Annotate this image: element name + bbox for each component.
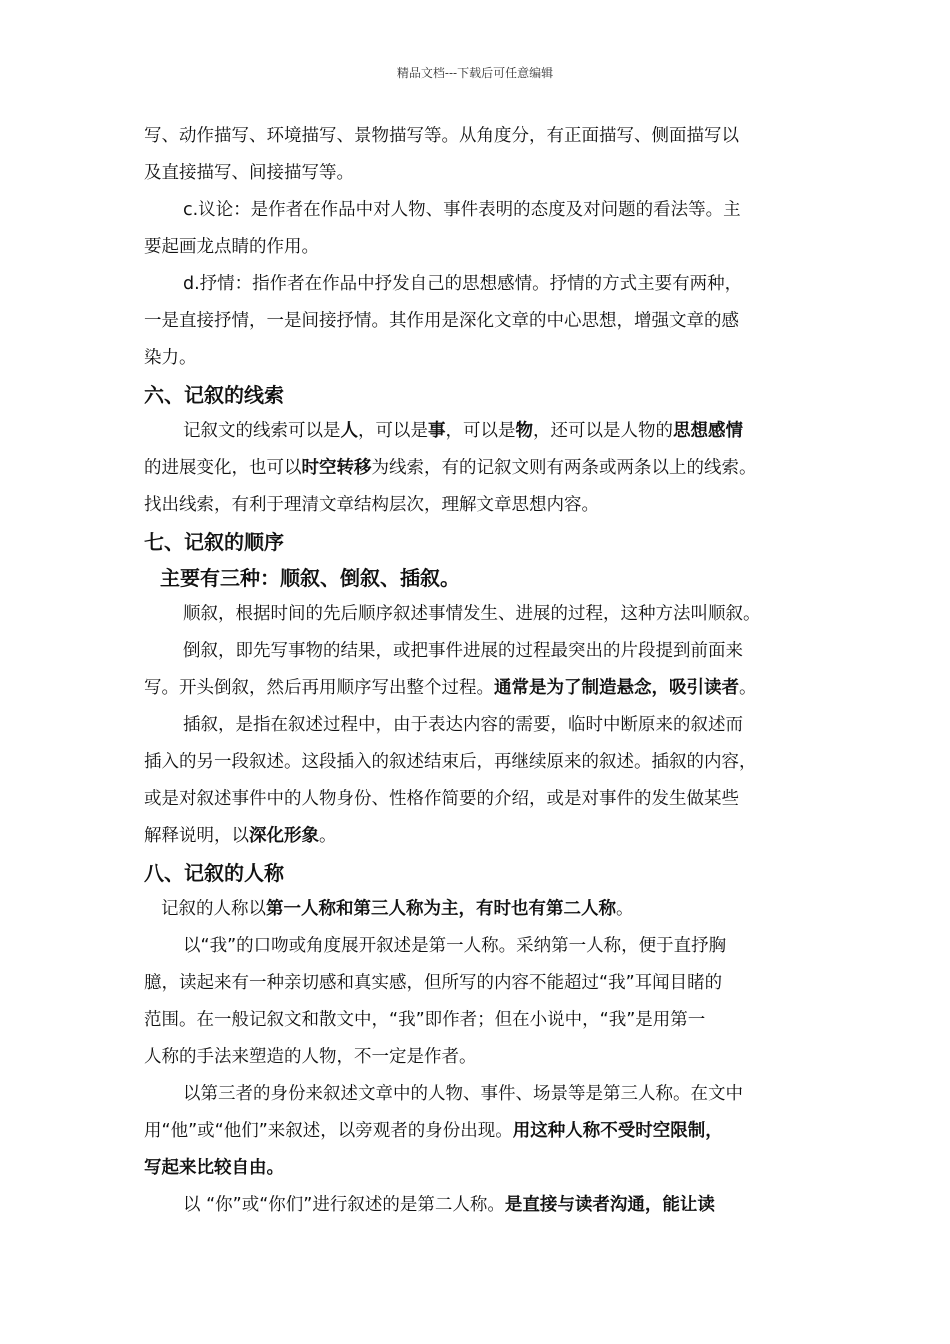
section-heading: 八、记叙的人称: [144, 861, 284, 885]
text-line: 解释说明，以深化形象。: [144, 826, 337, 846]
text-line: 要起画龙点睛的作用。: [144, 237, 319, 257]
text-line: 一是直接抒情，一是间接抒情。其作用是深化文章的中心思想，增强文章的感: [144, 311, 739, 331]
text-line: 臆，读起来有一种亲切感和真实感，但所写的内容不能超过“我”耳闻目睹的: [144, 973, 723, 993]
text-line: 写起来比较自由。: [144, 1158, 284, 1178]
section-heading: 七、记叙的顺序: [144, 530, 284, 554]
text-line: 染力。: [144, 348, 197, 368]
text-line: 以第三者的身份来叙述文章中的人物、事件、场景等是第三人称。在文中: [183, 1084, 743, 1104]
text-line: 以“我”的口吻或角度展开叙述是第一人称。采纳第一人称，便于直抒胸: [183, 936, 727, 956]
text-line: d.抒情：指作者在作品中抒发自己的思想感情。抒情的方式主要有两种，: [183, 274, 743, 294]
text-line: 以 “你”或“你们”进行叙述的是第二人称。是直接与读者沟通，能让读: [183, 1195, 715, 1215]
text-line: 范围。在一般记叙文和散文中，“我”即作者；但在小说中，“我”是用第一: [144, 1010, 706, 1030]
text-line: 或是对叙述事件中的人物身份、性格作简要的介绍，或是对事件的发生做某些: [144, 789, 739, 809]
sub-heading: 主要有三种：顺叙、倒叙、插叙。: [160, 566, 460, 590]
page-header: 精品文档---下载后可任意编辑: [396, 66, 554, 80]
text-line: 记叙的人称以第一人称和第三人称为主，有时也有第二人称。: [161, 899, 634, 919]
text-line: 写、动作描写、环境描写、景物描写等。从角度分，有正面描写、侧面描写以: [144, 126, 739, 146]
text-line: 顺叙，根据时间的先后顺序叙述事情发生、进展的过程，这种方法叫顺叙。: [183, 604, 761, 624]
text-line: 用“他”或“他们”来叙述，以旁观者的身份出现。用这种人称不受时空限制，: [144, 1121, 723, 1141]
text-line: 及直接描写、间接描写等。: [144, 163, 354, 183]
text-line: 找出线索，有利于理清文章结构层次，理解文章思想内容。: [144, 495, 599, 515]
section-heading: 六、记叙的线索: [144, 383, 284, 407]
text-line: 人称的手法来塑造的人物，不一定是作者。: [144, 1047, 477, 1067]
text-line: 记叙文的线索可以是人，可以是事，可以是物，还可以是人物的思想感情: [183, 421, 743, 441]
text-line: 倒叙，即先写事物的结果，或把事件进展的过程最突出的片段提到前面来: [183, 641, 743, 661]
text-line: 的进展变化，也可以时空转移为线索，有的记叙文则有两条或两条以上的线索。: [144, 458, 757, 478]
document-body: [144, 118, 819, 1224]
text-line: c.议论：是作者在作品中对人物、事件表明的态度及对问题的看法等。主: [183, 200, 741, 220]
text-line: 插叙，是指在叙述过程中，由于表达内容的需要，临时中断原来的叙述而: [183, 715, 743, 735]
text-line: 写。开头倒叙，然后再用顺序写出整个过程。通常是为了制造悬念，吸引读者。: [144, 678, 757, 698]
text-line: 插入的另一段叙述。这段插入的叙述结束后，再继续原来的叙述。插叙的内容，: [144, 752, 757, 772]
